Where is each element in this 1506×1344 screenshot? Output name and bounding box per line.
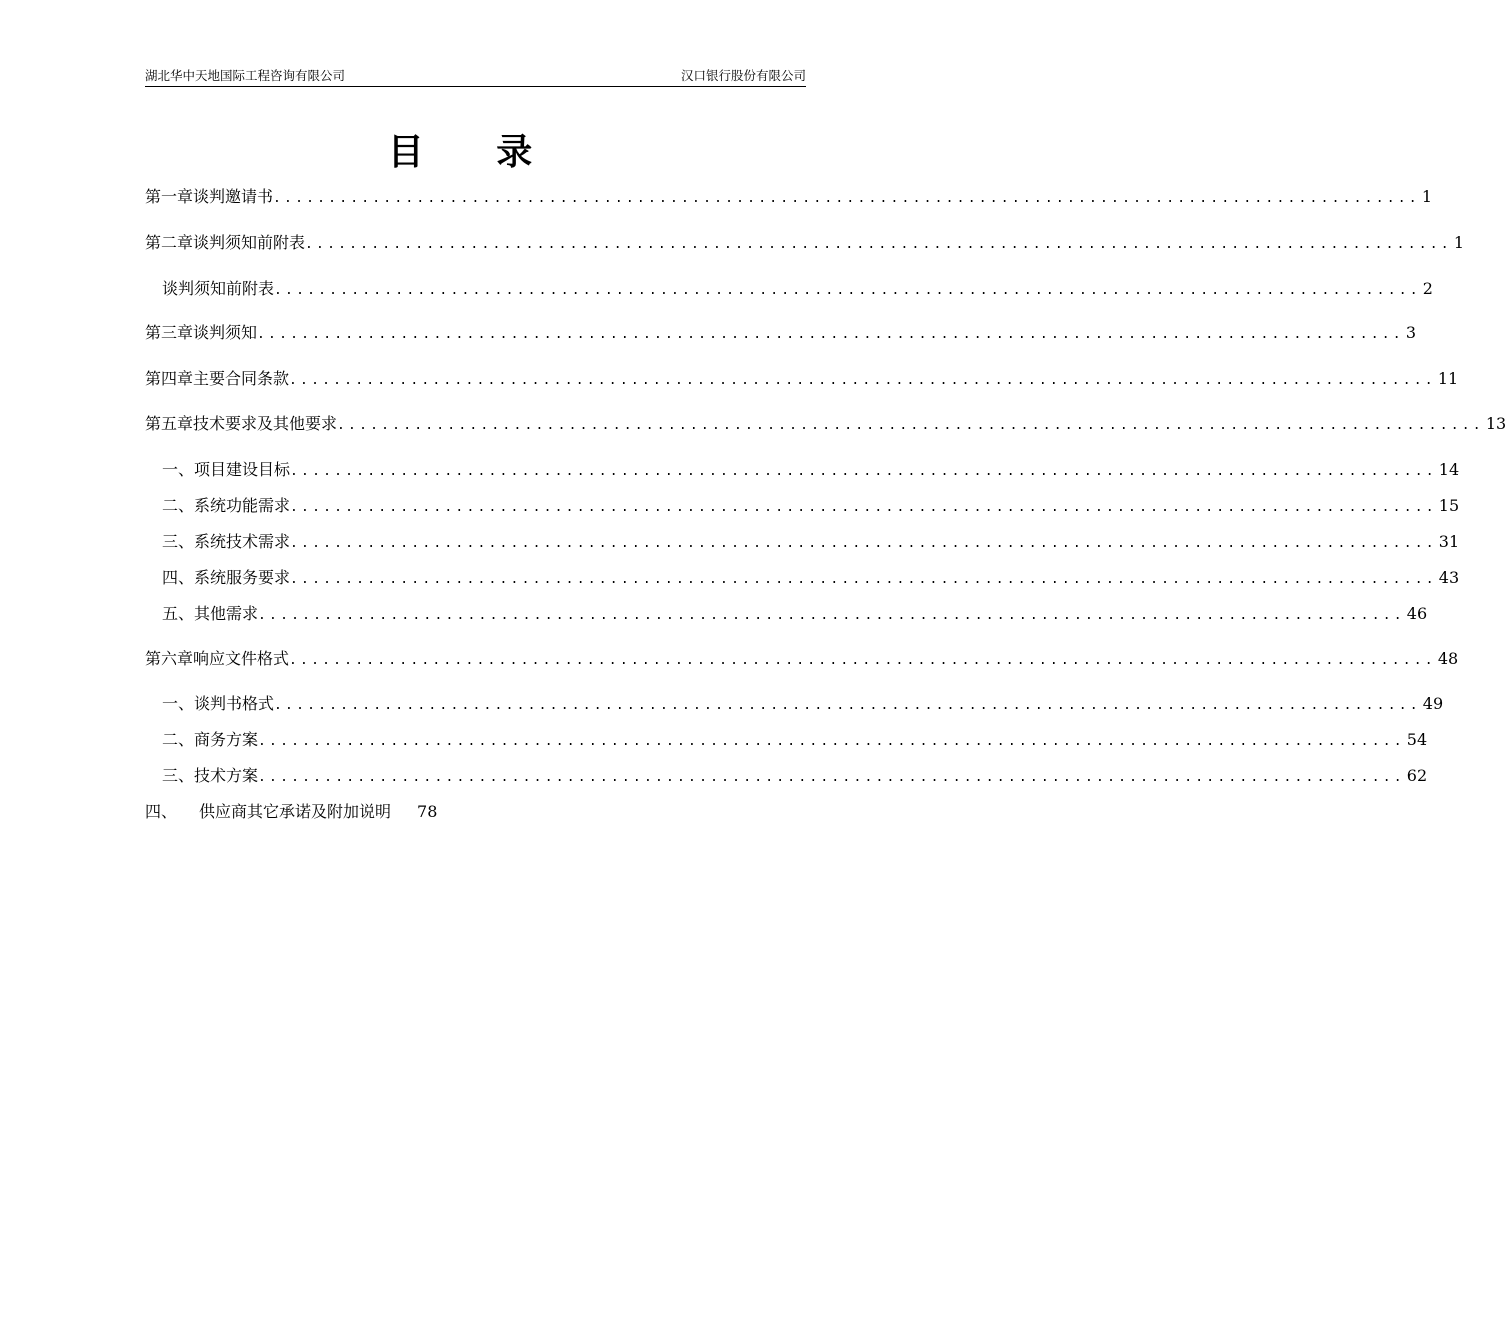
toc-chapter: 第一章 xyxy=(145,187,194,206)
toc-entry[interactable] xyxy=(162,728,1428,752)
toc-page: 2 xyxy=(1422,279,1433,298)
toc-leader: ........................................................................................................ xyxy=(258,608,1405,623)
toc-text: 供应商其它承诺及附加说明 xyxy=(199,802,392,821)
toc-page: 31 xyxy=(1438,532,1460,551)
toc-entry[interactable] xyxy=(145,647,1459,671)
toc-prefix: 四、 xyxy=(145,802,178,821)
toc-chapter: 第四章 xyxy=(145,369,194,388)
toc-page: 54 xyxy=(1406,730,1428,749)
toc-entry[interactable] xyxy=(162,277,1433,301)
toc-title: 目 录 xyxy=(387,132,563,173)
toc-leader: ........................................................................................................ xyxy=(305,237,1452,252)
toc-page: 11 xyxy=(1437,369,1459,388)
toc-leader: ........................................................................................................ xyxy=(258,770,1405,785)
toc-text: 一、谈判书格式 xyxy=(162,694,275,713)
toc-leader: ........................................................................................................ xyxy=(337,418,1484,433)
toc-text: 五、其他需求 xyxy=(162,604,259,623)
toc-leader: ........................................................................................................ xyxy=(257,327,1404,342)
toc-leader: ........................................................................................................ xyxy=(273,191,1420,206)
toc-entry[interactable] xyxy=(145,321,1416,345)
toc-entry[interactable] xyxy=(145,185,1432,209)
toc-chapter: 第五章 xyxy=(145,414,194,433)
toc-page: 43 xyxy=(1438,568,1460,587)
toc-leader: ........................................................................................................ xyxy=(290,500,1437,515)
toc-text: 主要合同条款 xyxy=(193,369,290,388)
toc-page: 14 xyxy=(1438,460,1460,479)
toc-text: 响应文件格式 xyxy=(193,649,290,668)
toc-entry[interactable] xyxy=(145,412,1506,436)
toc-entry[interactable] xyxy=(162,530,1460,554)
toc-leader: ........................................................................................................ xyxy=(290,464,1437,479)
toc-leader: ........................................................................................................ xyxy=(290,536,1437,551)
toc-entry[interactable] xyxy=(162,764,1428,788)
toc-leader: ........................................................................................................ xyxy=(274,698,1421,713)
toc-text: 三、系统技术需求 xyxy=(162,532,291,551)
toc-page: 15 xyxy=(1438,496,1460,515)
toc-entry[interactable] xyxy=(145,367,1459,391)
toc-page: 48 xyxy=(1437,649,1459,668)
toc-entry[interactable] xyxy=(162,494,1460,518)
toc-leader: ........................................................................................................ xyxy=(289,373,1436,388)
toc-leader: ........................................................................................................ xyxy=(289,653,1436,668)
toc-text: 一、项目建设目标 xyxy=(162,460,291,479)
header-right-company: 汉口银行股份有限公司 xyxy=(680,68,806,83)
toc-entry[interactable] xyxy=(162,602,1428,626)
toc-text: 谈判须知前附表 xyxy=(162,279,275,298)
toc-text: 谈判须知前附表 xyxy=(193,233,306,252)
toc-leader: ........................................................................................................ xyxy=(274,283,1421,298)
toc-chapter: 第六章 xyxy=(145,649,194,668)
toc-page: 3 xyxy=(1405,323,1416,342)
toc-entry[interactable] xyxy=(162,692,1444,716)
toc-page: 1 xyxy=(1453,233,1464,252)
toc-page: 46 xyxy=(1406,604,1428,623)
toc-entry-last[interactable] xyxy=(145,800,437,824)
toc-chapter: 第二章 xyxy=(145,233,194,252)
toc-text: 四、系统服务要求 xyxy=(162,568,291,587)
toc-page: 1 xyxy=(1421,187,1432,206)
toc-entry[interactable] xyxy=(162,566,1460,590)
toc-text: 二、系统功能需求 xyxy=(162,496,291,515)
toc-text: 三、技术方案 xyxy=(162,766,259,785)
toc-leader: ........................................................................................................ xyxy=(258,734,1405,749)
toc-text: 技术要求及其他要求 xyxy=(193,414,338,433)
toc-page: 13 xyxy=(1485,414,1506,433)
toc-text: 谈判邀请书 xyxy=(193,187,274,206)
header-left-company: 湖北华中天地国际工程咨询有限公司 xyxy=(145,68,346,83)
page-header xyxy=(145,68,806,87)
toc-entry[interactable] xyxy=(162,458,1460,482)
toc-text: 二、商务方案 xyxy=(162,730,259,749)
toc-page: 49 xyxy=(1422,694,1444,713)
toc-leader: ........................................................................................................ xyxy=(290,572,1437,587)
toc-chapter: 第三章 xyxy=(145,323,194,342)
toc-entry[interactable] xyxy=(145,231,1464,255)
toc-page: 62 xyxy=(1406,766,1428,785)
toc-page: 78 xyxy=(417,802,438,821)
toc-text: 谈判须知 xyxy=(193,323,258,342)
